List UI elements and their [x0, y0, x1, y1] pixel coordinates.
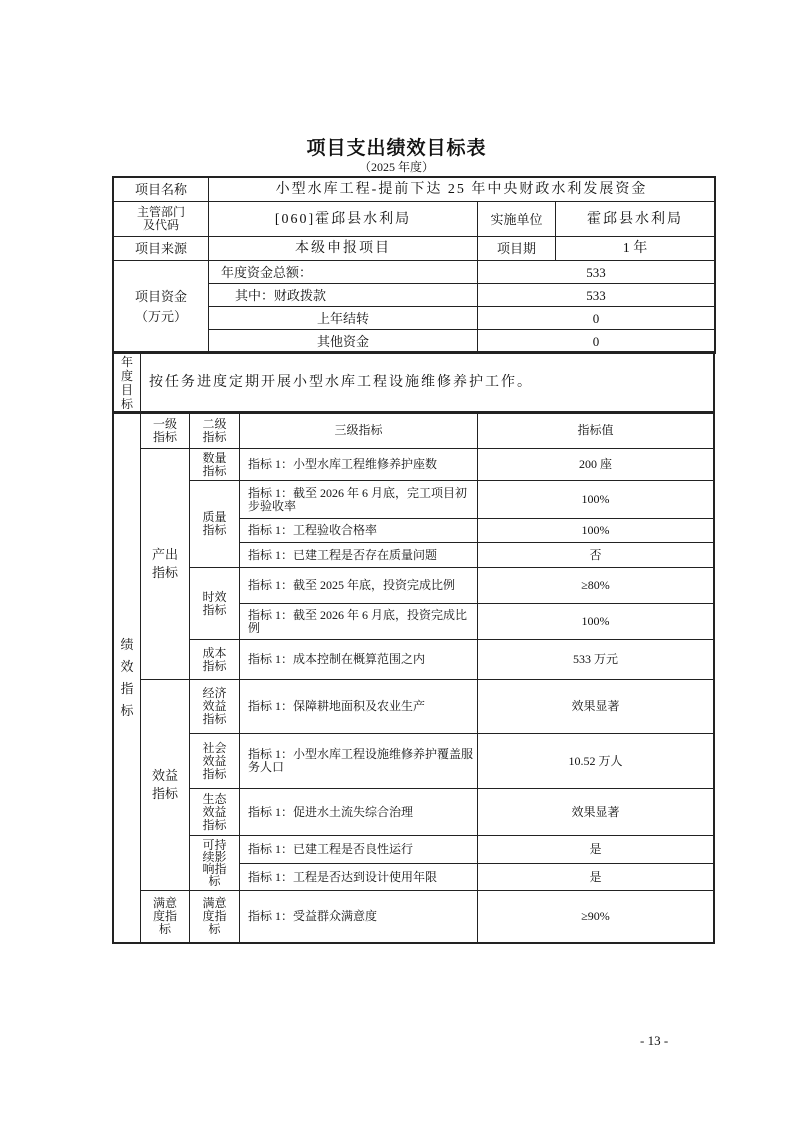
- fund-row-value: 533: [478, 261, 715, 284]
- indicator-name: 指标 1：保障耕地面积及农业生产: [240, 680, 478, 734]
- annual-goal-label: 年度目标: [114, 353, 141, 413]
- level1-benefit: 效益指标: [141, 680, 190, 891]
- table-row: [114, 568, 714, 604]
- fund-row-label: 年度资金总额：: [209, 261, 478, 284]
- annual-goal-text: 按任务进度定期开展小型水库工程设施维修养护工作。: [141, 353, 714, 413]
- indicator-name: 指标 1：工程验收合格率: [240, 519, 478, 543]
- fund-row-label: 其他资金: [209, 330, 478, 353]
- table-row: [114, 261, 715, 284]
- indicator-name: 指标 1：截至 2026 年 6 月底，完工项目初步验收率: [240, 481, 478, 519]
- indicators-table: [113, 412, 714, 943]
- indicator-value: 效果显著: [478, 789, 714, 836]
- fund-row-value: 533: [478, 284, 715, 307]
- header-value: 指标值: [478, 413, 714, 449]
- indicator-name: 指标 1：已建工程是否良性运行: [240, 836, 478, 864]
- indicator-name: 指标 1：截至 2026 年 6 月底，投资完成比例: [240, 604, 478, 640]
- level2-ecological: 生态效益指标: [190, 789, 240, 836]
- table-row: [114, 353, 714, 413]
- page-title: 项目支出绩效目标表: [306, 138, 487, 159]
- source-label: 项目来源: [114, 237, 209, 261]
- level2-satisfaction: 满意度指标: [190, 891, 240, 943]
- fund-row-value: 0: [478, 330, 715, 353]
- project-name-label: 项目名称: [114, 178, 209, 202]
- indicator-value: 100%: [478, 604, 714, 640]
- level2-quantity: 数量指标: [190, 449, 240, 481]
- level1-output: 产出指标: [141, 449, 190, 680]
- indicator-name: 指标 1：截至 2025 年底，投资完成比例: [240, 568, 478, 604]
- funds-label: 项目资金（万元）: [114, 261, 209, 353]
- indicator-value: ≥90%: [478, 891, 714, 943]
- table-row: [114, 449, 714, 481]
- indicator-value: 100%: [478, 519, 714, 543]
- indicators-section-label: 绩效指标: [114, 413, 141, 943]
- project-name: 小型水库工程-提前下达 25 年中央财政水利发展资金: [209, 178, 715, 202]
- fund-row-value: 0: [478, 307, 715, 330]
- page-number: - 13 -: [640, 1033, 669, 1048]
- table-row: [114, 836, 714, 864]
- level1-satisfaction: 满意度指标: [141, 891, 190, 943]
- table-row: [114, 481, 714, 519]
- indicator-value: ≥80%: [478, 568, 714, 604]
- indicator-name: 指标 1：已建工程是否存在质量问题: [240, 543, 478, 568]
- indicator-name: 指标 1：工程是否达到设计使用年限: [240, 864, 478, 891]
- fund-row-label: 上年结转: [209, 307, 478, 330]
- header-level3: 三级指标: [240, 413, 478, 449]
- table-row: [114, 891, 714, 943]
- indicator-value: 200 座: [478, 449, 714, 481]
- dept-value: [060]霍邱县水利局: [209, 202, 478, 237]
- table-row: [114, 734, 714, 789]
- table-row: [114, 237, 715, 261]
- level2-timeliness: 时效指标: [190, 568, 240, 640]
- impl-value: 霍邱县水利局: [556, 202, 715, 237]
- period-value: 1 年: [556, 237, 715, 261]
- indicator-value: 10.52 万人: [478, 734, 714, 789]
- level2-social: 社会效益指标: [190, 734, 240, 789]
- indicator-name: 指标 1：成本控制在概算范围之内: [240, 640, 478, 680]
- indicator-name: 指标 1：受益群众满意度: [240, 891, 478, 943]
- annual-goal-table: [113, 352, 714, 413]
- indicator-value: 100%: [478, 481, 714, 519]
- header-level2: 二级指标: [190, 413, 240, 449]
- level2-economic: 经济效益指标: [190, 680, 240, 734]
- indicator-value: 否: [478, 543, 714, 568]
- table-row: [114, 413, 714, 449]
- table-row: [114, 789, 714, 836]
- indicator-name: 指标 1：促进水土流失综合治理: [240, 789, 478, 836]
- indicator-value: 是: [478, 864, 714, 891]
- table-row: [114, 680, 714, 734]
- indicator-name: 指标 1：小型水库工程维修养护座数: [240, 449, 478, 481]
- table-row: [114, 202, 715, 237]
- table-row: [114, 640, 714, 680]
- table-row: [114, 178, 715, 202]
- impl-label: 实施单位: [478, 202, 556, 237]
- period-label: 项目期: [478, 237, 556, 261]
- level2-sustainability: 可持续影响指标: [190, 836, 240, 891]
- source-value: 本级申报项目: [209, 237, 478, 261]
- indicator-value: 533 万元: [478, 640, 714, 680]
- indicator-value: 是: [478, 836, 714, 864]
- project-info-table: [113, 177, 715, 353]
- level2-cost: 成本指标: [190, 640, 240, 680]
- indicator-value: 效果显著: [478, 680, 714, 734]
- header-level1: 一级指标: [141, 413, 190, 449]
- indicator-name: 指标 1：小型水库工程设施维修养护覆盖服务人口: [240, 734, 478, 789]
- level2-quality: 质量指标: [190, 481, 240, 568]
- fund-row-label: 其中：财政拨款: [209, 284, 478, 307]
- dept-label: 主管部门及代码: [114, 202, 209, 237]
- page-subtitle: （2025 年度）: [358, 160, 434, 174]
